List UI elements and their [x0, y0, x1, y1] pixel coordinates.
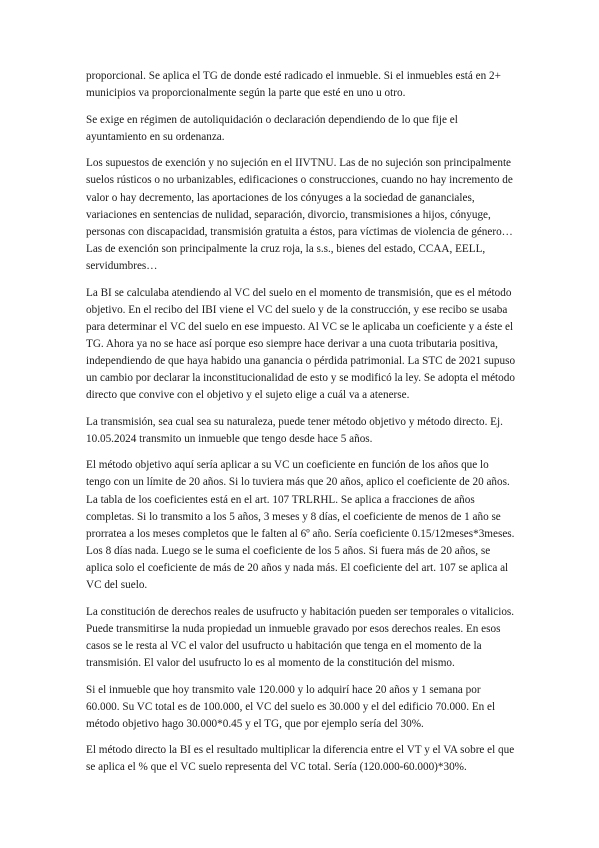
paragraph-usufruct: La constitución de derechos reales de usufructo y habitación pueden ser temporales o vitalicios. Puede transmitirse la nuda propiedad un inmueble gravado por esos derechos reales. En esos casos se le resta al VC el valor del usufructo u habitación que tenga en el momento de la transmisión. El valor del usufructo lo es al momento de la constitución del mismo.	[86, 605, 515, 669]
paragraph-objective-method: El método objetivo aquí sería aplicar a su VC un coeficiente en función de los años que lo tengo con un límite de 20 años. Si lo tuviera más que 20 años, aplico el coeficiente de 20 años. La tabla de los coeficientes está en el art. 107 TRLRHL. Se aplica a fracciones de años completas. Si lo transmito a los 5 años, 3 meses y 8 días, el coeficiente de menos de 1 año se prorratea a los meses completos que le falten al 6º año. Sería coeficiente 0.15/12meses*3meses. Los 8 días nada. Luego se le suma el coeficiente de los 5 años. Si fuera más de 20 años, se aplica solo el coeficiente de más de 20 años y nada más. El coeficiente del art. 107 se aplica al VC del suelo.	[86, 459, 515, 592]
paragraph-transmission-methods: La transmisión, sea cual sea su naturaleza, puede tener método objetivo y método directo. Ej. 10.05.2024 transmito un inmueble que tengo desde hace 5 años.	[86, 415, 503, 445]
paragraph-exemptions: Los supuestos de exención y no sujeción en el IIVTNU. Las de no sujeción son principalmente suelos rústicos o no urbanizables, edificaciones o construcciones, cuando no hay incremento de valor o hay decremento, las aportaciones de los cónyuges a la sociedad de gananciales, variaciones en sentencias de nulidad, separación, divorcio, transmisiones a hijos, cónyuge, personas con discapacidad, transmisión gratuita a éstos, para víctimas de violencia de género… Las de exención son principalmente la cruz roja, la s.s., bienes del estado, CCAA, EELL, servidumbres…	[86, 157, 513, 272]
paragraph-tax-base: La BI se calculaba atendiendo al VC del suelo en el momento de transmisión, que es el método objetivo. En el recibo del IBI viene el VC del suelo y de la construcción, y ese recibo se usaba para determinar el VC del suelo en ese impuesto. Al VC se le aplicaba un coeficiente y a éste el TG. Ahora ya no se hace así porque eso siempre hace derivar a una cuota tributaria positiva, independiendo de que haya habido una ganancia o pérdida patrimonial. La STC de 2021 supuso un cambio por declarar la inconstitucionalidad de esto y se modificó la ley. Se adopta el método directo que convive con el objetivo y el sujeto elige a cuál va a atenerse.	[86, 286, 516, 402]
paragraph-example: Si el inmueble que hoy transmito vale 120.000 y lo adquirí hace 20 años y 1 semana por 60.000. Su VC total es de 100.000, el VC del suelo es 30.000 y el del edificio 70.000. En el método objetivo hago 30.000*0.45 y el TG, que por ejemplo sería del 30%.	[86, 683, 496, 730]
paragraph-direct-method: El método directo la BI es el resultado multiplicar la diferencia entre el VT y el VA sobre el que se aplica el % que el VC suelo representa del VC total. Sería (120.000-60.000)*30%.	[86, 744, 515, 774]
paragraph-self-assessment: Se exige en régimen de autoliquidación o declaración dependiendo de lo que fije el ayuntamiento en su ordenanza.	[86, 113, 458, 143]
document-body	[86, 68, 516, 786]
paragraph-location-rule: proporcional. Se aplica el TG de donde esté radicado el inmueble. Si el inmuebles está en 2+ municipios va proporcionalmente según la parte que esté en uno u otro.	[86, 70, 501, 100]
